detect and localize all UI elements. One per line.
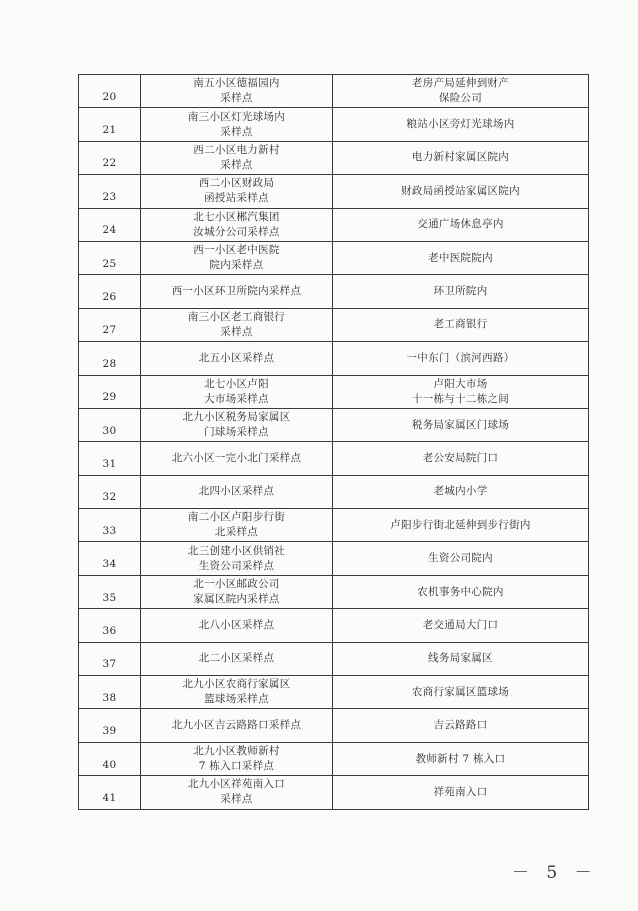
row-number-cell-text: 34	[102, 558, 117, 571]
location-cell	[333, 742, 589, 775]
location-cell-text: 吉云路路口	[433, 719, 488, 732]
sampling-site-cell-text: 南三小区灯光球场内 采样点	[187, 110, 286, 138]
location-cell	[333, 542, 589, 575]
row-number-cell-text: 32	[102, 491, 117, 504]
sampling-site-cell	[141, 542, 333, 575]
location-cell	[333, 509, 589, 542]
location-cell	[333, 208, 589, 241]
location-cell-text: 农商行家属区篮球场	[411, 685, 510, 698]
location-cell	[333, 241, 589, 274]
row-number-cell	[79, 408, 141, 441]
location-cell-text: 电力新村家属区院内	[411, 151, 510, 164]
location-cell	[333, 676, 589, 709]
sampling-site-cell-text: 北九小区税务局家属区 门球场采样点	[182, 411, 291, 439]
row-number-cell-text: 27	[102, 324, 117, 337]
sampling-site-cell	[141, 208, 333, 241]
sampling-site-cell-text: 北七小区卢阳 大市场采样点	[204, 377, 269, 405]
location-cell-text: 老交通局大门口	[422, 618, 499, 631]
row-number-cell	[79, 308, 141, 341]
table-row	[79, 141, 589, 174]
table-row	[79, 442, 589, 475]
location-cell	[333, 408, 589, 441]
location-cell	[333, 141, 589, 174]
row-number-cell	[79, 208, 141, 241]
location-cell-text: 老公安局院门口	[422, 451, 499, 464]
location-cell-text: 卢阳步行街北延伸到步行街内	[390, 518, 531, 531]
location-cell-text: 祥苑南入口	[433, 785, 488, 798]
location-cell-text: 线务局家属区	[428, 652, 493, 665]
table-row	[79, 375, 589, 408]
location-cell	[333, 609, 589, 642]
row-number-cell-text: 36	[102, 624, 117, 637]
sampling-site-cell	[141, 475, 333, 508]
sampling-site-cell	[141, 742, 333, 775]
location-cell	[333, 642, 589, 675]
row-number-cell-text: 31	[102, 457, 117, 470]
location-cell	[333, 475, 589, 508]
sampling-sites-table	[78, 74, 589, 810]
location-cell-text: 生资公司院内	[428, 552, 493, 565]
table-row	[79, 542, 589, 575]
location-cell-text: 一中东门（滨河西路）	[406, 351, 515, 364]
location-cell	[333, 709, 589, 742]
table-row	[79, 742, 589, 775]
sampling-site-cell	[141, 308, 333, 341]
location-cell-text: 卢阳大市场 十一栋与十二栋之间	[411, 377, 510, 405]
table-row	[79, 175, 589, 208]
location-cell	[333, 308, 589, 341]
row-number-cell	[79, 542, 141, 575]
sampling-site-cell	[141, 108, 333, 141]
row-number-cell-text: 35	[102, 591, 117, 604]
table-row	[79, 342, 589, 375]
row-number-cell	[79, 776, 141, 809]
row-number-cell	[79, 509, 141, 542]
sampling-site-cell	[141, 609, 333, 642]
sampling-site-cell	[141, 342, 333, 375]
location-cell-text: 交通广场休息亭内	[417, 218, 504, 231]
table-row	[79, 308, 589, 341]
row-number-cell	[79, 175, 141, 208]
sampling-site-cell-text: 北六小区一完小北门采样点	[171, 451, 302, 464]
table-row	[79, 709, 589, 742]
table-row	[79, 408, 589, 441]
sampling-site-cell-text: 南三小区老工商银行 采样点	[187, 310, 286, 338]
sampling-site-cell	[141, 776, 333, 809]
row-number-cell-text: 30	[102, 424, 117, 437]
sampling-site-cell-text: 北四小区采样点	[198, 485, 275, 498]
table-row	[79, 75, 589, 108]
table-row	[79, 609, 589, 642]
sampling-site-cell	[141, 509, 333, 542]
location-cell	[333, 375, 589, 408]
sampling-site-cell-text: 北七小区郴汽集团 汝城分公司采样点	[193, 210, 280, 238]
row-number-cell-text: 29	[102, 391, 117, 404]
location-cell	[333, 175, 589, 208]
row-number-cell	[79, 75, 141, 108]
row-number-cell	[79, 442, 141, 475]
table-row	[79, 275, 589, 308]
location-cell-text: 教师新村 7 栋入口	[415, 752, 506, 765]
location-cell-text: 老房产局延伸到财产 保险公司	[411, 77, 510, 105]
sampling-site-cell-text: 北八小区采样点	[198, 618, 275, 631]
table-row	[79, 575, 589, 608]
table-row	[79, 241, 589, 274]
row-number-cell-text: 25	[102, 257, 117, 270]
sampling-site-cell-text: 西二小区电力新村 采样点	[193, 143, 280, 171]
location-cell-text: 粮站小区旁灯光球场内	[406, 118, 515, 131]
sampling-site-cell-text: 北一小区邮政公司 家属区院内采样点	[193, 578, 280, 606]
sampling-site-cell	[141, 375, 333, 408]
sampling-site-cell-text: 北九小区农商行家属区 篮球场采样点	[182, 678, 291, 706]
row-number-cell	[79, 742, 141, 775]
sampling-site-cell-text: 西一小区老中医院 院内采样点	[193, 244, 280, 272]
sampling-site-cell-text: 北九小区祥苑南入口 采样点	[187, 778, 286, 806]
row-number-cell-text: 41	[102, 791, 117, 804]
row-number-cell-text: 33	[102, 524, 117, 537]
sampling-site-cell	[141, 141, 333, 174]
location-cell	[333, 108, 589, 141]
sampling-site-cell-text: 北五小区采样点	[198, 351, 275, 364]
sampling-site-cell	[141, 575, 333, 608]
sampling-site-cell	[141, 75, 333, 108]
row-number-cell	[79, 141, 141, 174]
row-number-cell	[79, 676, 141, 709]
sampling-site-cell-text: 南二小区卢阳步行街 北采样点	[187, 511, 286, 539]
table-row	[79, 776, 589, 809]
location-cell	[333, 75, 589, 108]
sampling-site-cell	[141, 175, 333, 208]
row-number-cell-text: 37	[102, 658, 117, 671]
row-number-cell-text: 21	[102, 124, 117, 137]
sampling-site-cell	[141, 442, 333, 475]
sampling-site-cell	[141, 241, 333, 274]
table-body	[79, 75, 589, 810]
row-number-cell	[79, 108, 141, 141]
location-cell-text: 农机事务中心院内	[417, 585, 504, 598]
sampling-site-cell-text: 西一小区环卫所院内采样点	[171, 285, 302, 298]
row-number-cell-text: 26	[102, 291, 117, 304]
row-number-cell-text: 24	[102, 224, 117, 237]
sampling-site-cell	[141, 709, 333, 742]
location-cell	[333, 442, 589, 475]
location-cell-text: 老中医院院内	[428, 251, 493, 264]
row-number-cell-text: 38	[102, 691, 117, 704]
sampling-site-cell	[141, 275, 333, 308]
location-cell	[333, 342, 589, 375]
sampling-site-cell-text: 北九小区教师新村 7 栋入口采样点	[193, 745, 280, 772]
location-cell-text: 老城内小学	[433, 485, 488, 498]
location-cell-text: 税务局家属区门球场	[411, 418, 510, 431]
row-number-cell-text: 40	[102, 758, 117, 771]
row-number-cell-text: 22	[102, 157, 117, 170]
row-number-cell	[79, 642, 141, 675]
sampling-site-cell-text: 南五小区德福园内 采样点	[193, 77, 280, 105]
location-cell	[333, 776, 589, 809]
row-number-cell-text: 23	[102, 190, 117, 203]
page-number: － 5 －	[512, 863, 598, 883]
row-number-cell	[79, 275, 141, 308]
row-number-cell	[79, 575, 141, 608]
sampling-site-cell-text: 北九小区吉云路路口采样点	[171, 719, 302, 732]
sampling-site-cell-text: 西二小区财政局 函授站采样点	[198, 177, 275, 205]
sampling-site-cell-text: 北三创建小区供销社 生资公司采样点	[187, 544, 286, 572]
row-number-cell	[79, 342, 141, 375]
table-row	[79, 676, 589, 709]
row-number-cell	[79, 375, 141, 408]
row-number-cell-text: 28	[102, 357, 117, 370]
location-cell-text: 环卫所院内	[433, 285, 488, 298]
table-row	[79, 208, 589, 241]
table-row	[79, 108, 589, 141]
table-row	[79, 509, 589, 542]
sampling-site-cell	[141, 676, 333, 709]
row-number-cell	[79, 709, 141, 742]
sampling-site-cell-text: 北二小区采样点	[198, 652, 275, 665]
location-cell	[333, 275, 589, 308]
table-row	[79, 642, 589, 675]
row-number-cell	[79, 609, 141, 642]
row-number-cell-text: 20	[102, 90, 117, 103]
location-cell-text: 老工商银行	[433, 318, 488, 331]
row-number-cell	[79, 475, 141, 508]
location-cell	[333, 575, 589, 608]
sampling-site-cell	[141, 408, 333, 441]
row-number-cell	[79, 241, 141, 274]
sampling-site-cell	[141, 642, 333, 675]
table-row	[79, 475, 589, 508]
location-cell-text: 财政局函授站家属区院内	[401, 184, 520, 197]
row-number-cell-text: 39	[102, 725, 117, 738]
